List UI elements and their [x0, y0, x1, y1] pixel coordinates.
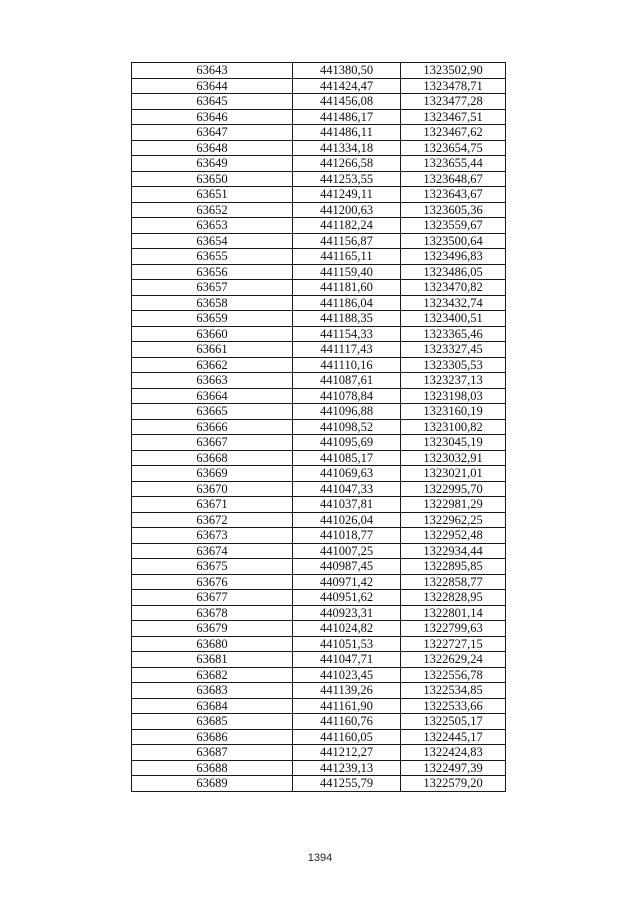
- table-row: [132, 776, 506, 792]
- table-row: [132, 419, 506, 435]
- table-row: [132, 760, 506, 776]
- x-coordinate-cell: 441087,61: [293, 373, 401, 389]
- table-row: [132, 156, 506, 172]
- point-number-cell: 63687: [132, 745, 293, 761]
- point-number-cell: 63660: [132, 326, 293, 342]
- x-coordinate-cell: 441182,24: [293, 218, 401, 234]
- table-row: [132, 125, 506, 141]
- y-coordinate-cell: 1322858,77: [401, 574, 506, 590]
- table-row: [132, 683, 506, 699]
- y-coordinate-cell: 1323400,51: [401, 311, 506, 327]
- x-coordinate-cell: 441212,27: [293, 745, 401, 761]
- y-coordinate-cell: 1323500,64: [401, 233, 506, 249]
- y-coordinate-cell: 1323305,53: [401, 357, 506, 373]
- x-coordinate-cell: 440987,45: [293, 559, 401, 575]
- x-coordinate-cell: 440951,62: [293, 590, 401, 606]
- table-row: [132, 280, 506, 296]
- x-coordinate-cell: 441023,45: [293, 667, 401, 683]
- table-row: [132, 698, 506, 714]
- y-coordinate-cell: 1322934,44: [401, 543, 506, 559]
- point-number-cell: 63667: [132, 435, 293, 451]
- table-row: [132, 295, 506, 311]
- y-coordinate-cell: 1323478,71: [401, 78, 506, 94]
- x-coordinate-cell: 441024,82: [293, 621, 401, 637]
- table-row: [132, 605, 506, 621]
- point-number-cell: 63652: [132, 202, 293, 218]
- y-coordinate-cell: 1323432,74: [401, 295, 506, 311]
- x-coordinate-cell: 441380,50: [293, 63, 401, 79]
- table-row: [132, 233, 506, 249]
- table-row: [132, 373, 506, 389]
- x-coordinate-cell: 441186,04: [293, 295, 401, 311]
- y-coordinate-cell: 1323654,75: [401, 140, 506, 156]
- x-coordinate-cell: 441095,69: [293, 435, 401, 451]
- y-coordinate-cell: 1322895,85: [401, 559, 506, 575]
- point-number-cell: 63655: [132, 249, 293, 265]
- point-number-cell: 63653: [132, 218, 293, 234]
- x-coordinate-cell: 441139,26: [293, 683, 401, 699]
- y-coordinate-cell: 1323100,82: [401, 419, 506, 435]
- table-row: [132, 388, 506, 404]
- x-coordinate-cell: 441047,33: [293, 481, 401, 497]
- y-coordinate-cell: 1323648,67: [401, 171, 506, 187]
- y-coordinate-cell: 1322828,95: [401, 590, 506, 606]
- x-coordinate-cell: 441110,16: [293, 357, 401, 373]
- table-row: [132, 450, 506, 466]
- y-coordinate-cell: 1323502,90: [401, 63, 506, 79]
- x-coordinate-cell: 441181,60: [293, 280, 401, 296]
- point-number-cell: 63664: [132, 388, 293, 404]
- point-number-cell: 63676: [132, 574, 293, 590]
- point-number-cell: 63643: [132, 63, 293, 79]
- x-coordinate-cell: 441239,13: [293, 760, 401, 776]
- coordinates-table-body: [132, 63, 506, 792]
- point-number-cell: 63677: [132, 590, 293, 606]
- x-coordinate-cell: 441047,71: [293, 652, 401, 668]
- point-number-cell: 63650: [132, 171, 293, 187]
- point-number-cell: 63658: [132, 295, 293, 311]
- x-coordinate-cell: 441334,18: [293, 140, 401, 156]
- x-coordinate-cell: 441253,55: [293, 171, 401, 187]
- y-coordinate-cell: 1323327,45: [401, 342, 506, 358]
- table-row: [132, 497, 506, 513]
- y-coordinate-cell: 1322497,39: [401, 760, 506, 776]
- point-number-cell: 63684: [132, 698, 293, 714]
- point-number-cell: 63666: [132, 419, 293, 435]
- y-coordinate-cell: 1323643,67: [401, 187, 506, 203]
- x-coordinate-cell: 440923,31: [293, 605, 401, 621]
- point-number-cell: 63665: [132, 404, 293, 420]
- table-row: [132, 140, 506, 156]
- point-number-cell: 63680: [132, 636, 293, 652]
- point-number-cell: 63672: [132, 512, 293, 528]
- table-row: [132, 249, 506, 265]
- y-coordinate-cell: 1323365,46: [401, 326, 506, 342]
- table-row: [132, 435, 506, 451]
- table-row: [132, 667, 506, 683]
- x-coordinate-cell: 441249,11: [293, 187, 401, 203]
- table-row: [132, 404, 506, 420]
- y-coordinate-cell: 1323021,01: [401, 466, 506, 482]
- x-coordinate-cell: 441266,58: [293, 156, 401, 172]
- point-number-cell: 63659: [132, 311, 293, 327]
- y-coordinate-cell: 1323045,19: [401, 435, 506, 451]
- x-coordinate-cell: 441486,17: [293, 109, 401, 125]
- y-coordinate-cell: 1322995,70: [401, 481, 506, 497]
- point-number-cell: 63689: [132, 776, 293, 792]
- x-coordinate-cell: 441159,40: [293, 264, 401, 280]
- x-coordinate-cell: 441051,53: [293, 636, 401, 652]
- point-number-cell: 63654: [132, 233, 293, 249]
- y-coordinate-cell: 1322727,15: [401, 636, 506, 652]
- x-coordinate-cell: 441424,47: [293, 78, 401, 94]
- table-row: [132, 636, 506, 652]
- point-number-cell: 63646: [132, 109, 293, 125]
- table-row: [132, 218, 506, 234]
- y-coordinate-cell: 1323486,05: [401, 264, 506, 280]
- y-coordinate-cell: 1323470,82: [401, 280, 506, 296]
- y-coordinate-cell: 1322445,17: [401, 729, 506, 745]
- table-row: [132, 187, 506, 203]
- x-coordinate-cell: 441018,77: [293, 528, 401, 544]
- table-row: [132, 202, 506, 218]
- y-coordinate-cell: 1323605,36: [401, 202, 506, 218]
- point-number-cell: 63661: [132, 342, 293, 358]
- table-row: [132, 543, 506, 559]
- table-row: [132, 621, 506, 637]
- y-coordinate-cell: 1323467,62: [401, 125, 506, 141]
- table-row: [132, 326, 506, 342]
- x-coordinate-cell: 440971,42: [293, 574, 401, 590]
- point-number-cell: 63656: [132, 264, 293, 280]
- point-number-cell: 63669: [132, 466, 293, 482]
- x-coordinate-cell: 441456,08: [293, 94, 401, 110]
- table-row: [132, 559, 506, 575]
- x-coordinate-cell: 441160,76: [293, 714, 401, 730]
- x-coordinate-cell: 441037,81: [293, 497, 401, 513]
- point-number-cell: 63657: [132, 280, 293, 296]
- point-number-cell: 63663: [132, 373, 293, 389]
- table-row: [132, 109, 506, 125]
- table-row: [132, 574, 506, 590]
- table-row: [132, 357, 506, 373]
- point-number-cell: 63651: [132, 187, 293, 203]
- x-coordinate-cell: 441255,79: [293, 776, 401, 792]
- x-coordinate-cell: 441165,11: [293, 249, 401, 265]
- point-number-cell: 63668: [132, 450, 293, 466]
- x-coordinate-cell: 441160,05: [293, 729, 401, 745]
- point-number-cell: 63686: [132, 729, 293, 745]
- table-row: [132, 94, 506, 110]
- y-coordinate-cell: 1322962,25: [401, 512, 506, 528]
- y-coordinate-cell: 1323467,51: [401, 109, 506, 125]
- y-coordinate-cell: 1322505,17: [401, 714, 506, 730]
- point-number-cell: 63683: [132, 683, 293, 699]
- table-row: [132, 63, 506, 79]
- point-number-cell: 63685: [132, 714, 293, 730]
- point-number-cell: 63670: [132, 481, 293, 497]
- y-coordinate-cell: 1322629,24: [401, 652, 506, 668]
- x-coordinate-cell: 441007,25: [293, 543, 401, 559]
- x-coordinate-cell: 441085,17: [293, 450, 401, 466]
- table-row: [132, 745, 506, 761]
- point-number-cell: 63682: [132, 667, 293, 683]
- y-coordinate-cell: 1322424,83: [401, 745, 506, 761]
- point-number-cell: 63673: [132, 528, 293, 544]
- table-row: [132, 512, 506, 528]
- point-number-cell: 63649: [132, 156, 293, 172]
- point-number-cell: 63678: [132, 605, 293, 621]
- x-coordinate-cell: 441096,88: [293, 404, 401, 420]
- x-coordinate-cell: 441188,35: [293, 311, 401, 327]
- y-coordinate-cell: 1323655,44: [401, 156, 506, 172]
- y-coordinate-cell: 1322533,66: [401, 698, 506, 714]
- point-number-cell: 63671: [132, 497, 293, 513]
- point-number-cell: 63674: [132, 543, 293, 559]
- x-coordinate-cell: 441117,43: [293, 342, 401, 358]
- table-row: [132, 590, 506, 606]
- point-number-cell: 63688: [132, 760, 293, 776]
- y-coordinate-cell: 1323477,28: [401, 94, 506, 110]
- x-coordinate-cell: 441154,33: [293, 326, 401, 342]
- point-number-cell: 63644: [132, 78, 293, 94]
- y-coordinate-cell: 1323032,91: [401, 450, 506, 466]
- x-coordinate-cell: 441156,87: [293, 233, 401, 249]
- table-row: [132, 714, 506, 730]
- table-row: [132, 481, 506, 497]
- table-row: [132, 652, 506, 668]
- y-coordinate-cell: 1323237,13: [401, 373, 506, 389]
- y-coordinate-cell: 1322556,78: [401, 667, 506, 683]
- x-coordinate-cell: 441069,63: [293, 466, 401, 482]
- table-row: [132, 311, 506, 327]
- x-coordinate-cell: 441098,52: [293, 419, 401, 435]
- x-coordinate-cell: 441161,90: [293, 698, 401, 714]
- point-number-cell: 63681: [132, 652, 293, 668]
- table-row: [132, 729, 506, 745]
- table-row: [132, 78, 506, 94]
- x-coordinate-cell: 441486,11: [293, 125, 401, 141]
- y-coordinate-cell: 1322801,14: [401, 605, 506, 621]
- point-number-cell: 63647: [132, 125, 293, 141]
- y-coordinate-cell: 1322799,63: [401, 621, 506, 637]
- page-number: 1394: [307, 852, 333, 864]
- y-coordinate-cell: 1323160,19: [401, 404, 506, 420]
- y-coordinate-cell: 1322981,29: [401, 497, 506, 513]
- x-coordinate-cell: 441078,84: [293, 388, 401, 404]
- table-row: [132, 171, 506, 187]
- y-coordinate-cell: 1323198,03: [401, 388, 506, 404]
- y-coordinate-cell: 1322534,85: [401, 683, 506, 699]
- point-number-cell: 63662: [132, 357, 293, 373]
- coordinates-table: [131, 62, 506, 792]
- point-number-cell: 63679: [132, 621, 293, 637]
- table-row: [132, 264, 506, 280]
- table-row: [132, 528, 506, 544]
- y-coordinate-cell: 1322952,48: [401, 528, 506, 544]
- x-coordinate-cell: 441026,04: [293, 512, 401, 528]
- x-coordinate-cell: 441200,63: [293, 202, 401, 218]
- point-number-cell: 63675: [132, 559, 293, 575]
- point-number-cell: 63645: [132, 94, 293, 110]
- table-row: [132, 466, 506, 482]
- y-coordinate-cell: 1323559,67: [401, 218, 506, 234]
- y-coordinate-cell: 1323496,83: [401, 249, 506, 265]
- point-number-cell: 63648: [132, 140, 293, 156]
- table-row: [132, 342, 506, 358]
- y-coordinate-cell: 1322579,20: [401, 776, 506, 792]
